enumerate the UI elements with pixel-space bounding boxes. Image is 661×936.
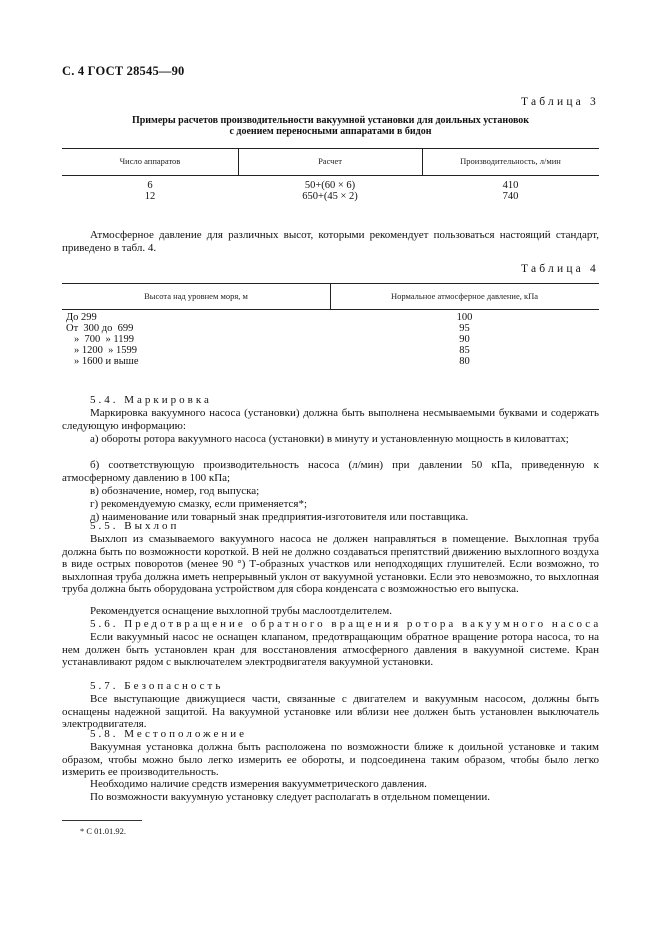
table4-header-height: Высота над уровнем моря, м — [144, 291, 248, 301]
table4-cell: » 1200 » 1599 — [74, 345, 137, 356]
section-5-4-title: 5.4. Маркировка — [90, 394, 212, 406]
table3-title-line1: Примеры расчетов производительности вакуумной установки для доильных установок — [131, 115, 530, 126]
footnote: * С 01.01.92. — [80, 826, 127, 836]
footnote-rule — [62, 820, 142, 821]
table3-cell: 650+(45 × 2) — [302, 191, 358, 202]
table4-header-rule — [62, 309, 599, 310]
table3-header-perf: Производительность, л/мин — [460, 156, 561, 166]
table4-cell: 90 — [459, 334, 470, 345]
table3-header-count: Число аппаратов — [119, 156, 181, 166]
section-5-5-title: 5.5. Выхлоп — [90, 520, 180, 532]
table4-cell: От 300 до 699 — [66, 323, 134, 334]
table4-cell: 85 — [459, 345, 470, 356]
table4-cell: До 299 — [66, 312, 97, 323]
section-5-6-title: 5.6. Предотвращение обратного вращения ротора вакуумного насоса — [90, 618, 602, 630]
table4-header-pressure: Нормальное атмосферное давление, кПа — [390, 291, 539, 301]
section-5-5-recommendation: Рекомендуется оснащение выхлопной трубы маслоотделителем. — [90, 605, 392, 617]
section-5-8-text: Вакуумная установка должна быть расположена по возможности ближе к доильной установке и таким образом, чтобы можно было легко измерить ее обороты, и подсоединена таким образом, чтобы было легко измерить ее производительность. — [62, 741, 599, 779]
section-5-6-text: Если вакуумный насос не оснащен клапаном, предотвращающим обратное вращение ротора насоса, то на нем должен быть установлен кран для восстановления атмосферного давления в вакуумной системе. Кран устанавливают рядом с выключателем электродвигателя вакуумной установки. — [62, 631, 599, 669]
section-5-5-text: Выхлоп из смазываемого вакуумного насоса не должен направляться в помещение. Выхлопная труба должна быть по возможности короткой. В ней не должно создаваться препятствий движению выхлопного воздуха в виде острых поворотов (менее 90 °) Т-образных участков или неподходящих глушителей. Если возможно, то выхлопная труба должна иметь непрерывный уклон от вакуумной установки. Если это невозможно, то выхлопная труба должна быть оборудована устройством для сбора конденсата с возможностью его выпуска. — [62, 533, 599, 596]
section-5-8-p2: Необходимо наличие средств измерения вакуумметрического давления. — [90, 778, 427, 790]
table4-cell: » 700 » 1199 — [74, 334, 134, 345]
section-5-4-item-g: г) рекомендуемую смазку, если применяется*; — [90, 498, 308, 510]
table3-top-rule — [62, 148, 599, 149]
section-5-8-title: 5.8. Местоположение — [90, 728, 248, 740]
table3-label: Таблица 3 — [521, 96, 599, 108]
table4-label: Таблица 4 — [521, 263, 599, 275]
section-5-4-item-v: в) обозначение, номер, год выпуска; — [90, 485, 260, 497]
table4-cell: 100 — [456, 312, 473, 323]
section-5-4-item-a: а) обороты ротора вакуумного насоса (установки) в минуту и установленную мощность в киловаттах; — [90, 433, 569, 445]
table3-cell: 410 — [502, 180, 519, 191]
section-5-4-item-b: б) соответствующую производительность насоса (л/мин) при давлении 50 кПа, приведенную к атмосферному давлению в 100 кПа; — [62, 459, 599, 484]
table4-cell: 95 — [459, 323, 470, 334]
section-5-4-item-d: д) наименование или товарный знак предприятия-изготовителя или поставщика. — [90, 511, 469, 523]
table3-cell: 740 — [502, 191, 519, 202]
table3-cell: 50+(60 × 6) — [304, 180, 356, 191]
paragraph-atm: Атмосферное давление для различных высот, которыми рекомендует пользоваться настоящий стандарт, приведено в табл. 4. — [62, 229, 599, 254]
table3-header-rule — [62, 175, 599, 176]
section-5-8-p3: По возможности вакуумную установку следует располагать в отдельном помещении. — [90, 791, 490, 803]
table3-header-calc: Расчет — [318, 156, 342, 166]
table3-cell: 12 — [144, 191, 156, 202]
table4-cell: » 1600 и выше — [74, 356, 139, 367]
section-5-7-title: 5.7. Безопасность — [90, 680, 224, 692]
table3-title-line2: с доением переносными аппаратами в бидон — [229, 126, 432, 137]
section-5-7-text: Все выступающие движущиеся части, связанные с двигателем и вакуумным насосом, должны быть оснащены надежной защитой. На вакуумной установке или вблизи нее должен быть установлен выключатель электродвигателя. — [62, 693, 599, 731]
section-5-4-intro: Маркировка вакуумного насоса (установки) должна быть выполнена несмываемыми буквами и содержать следующую информацию: — [62, 407, 599, 432]
page-header: С. 4 ГОСТ 28545—90 — [62, 64, 185, 78]
table4-cell: 80 — [459, 356, 470, 367]
table3-cell: 6 — [147, 180, 153, 191]
